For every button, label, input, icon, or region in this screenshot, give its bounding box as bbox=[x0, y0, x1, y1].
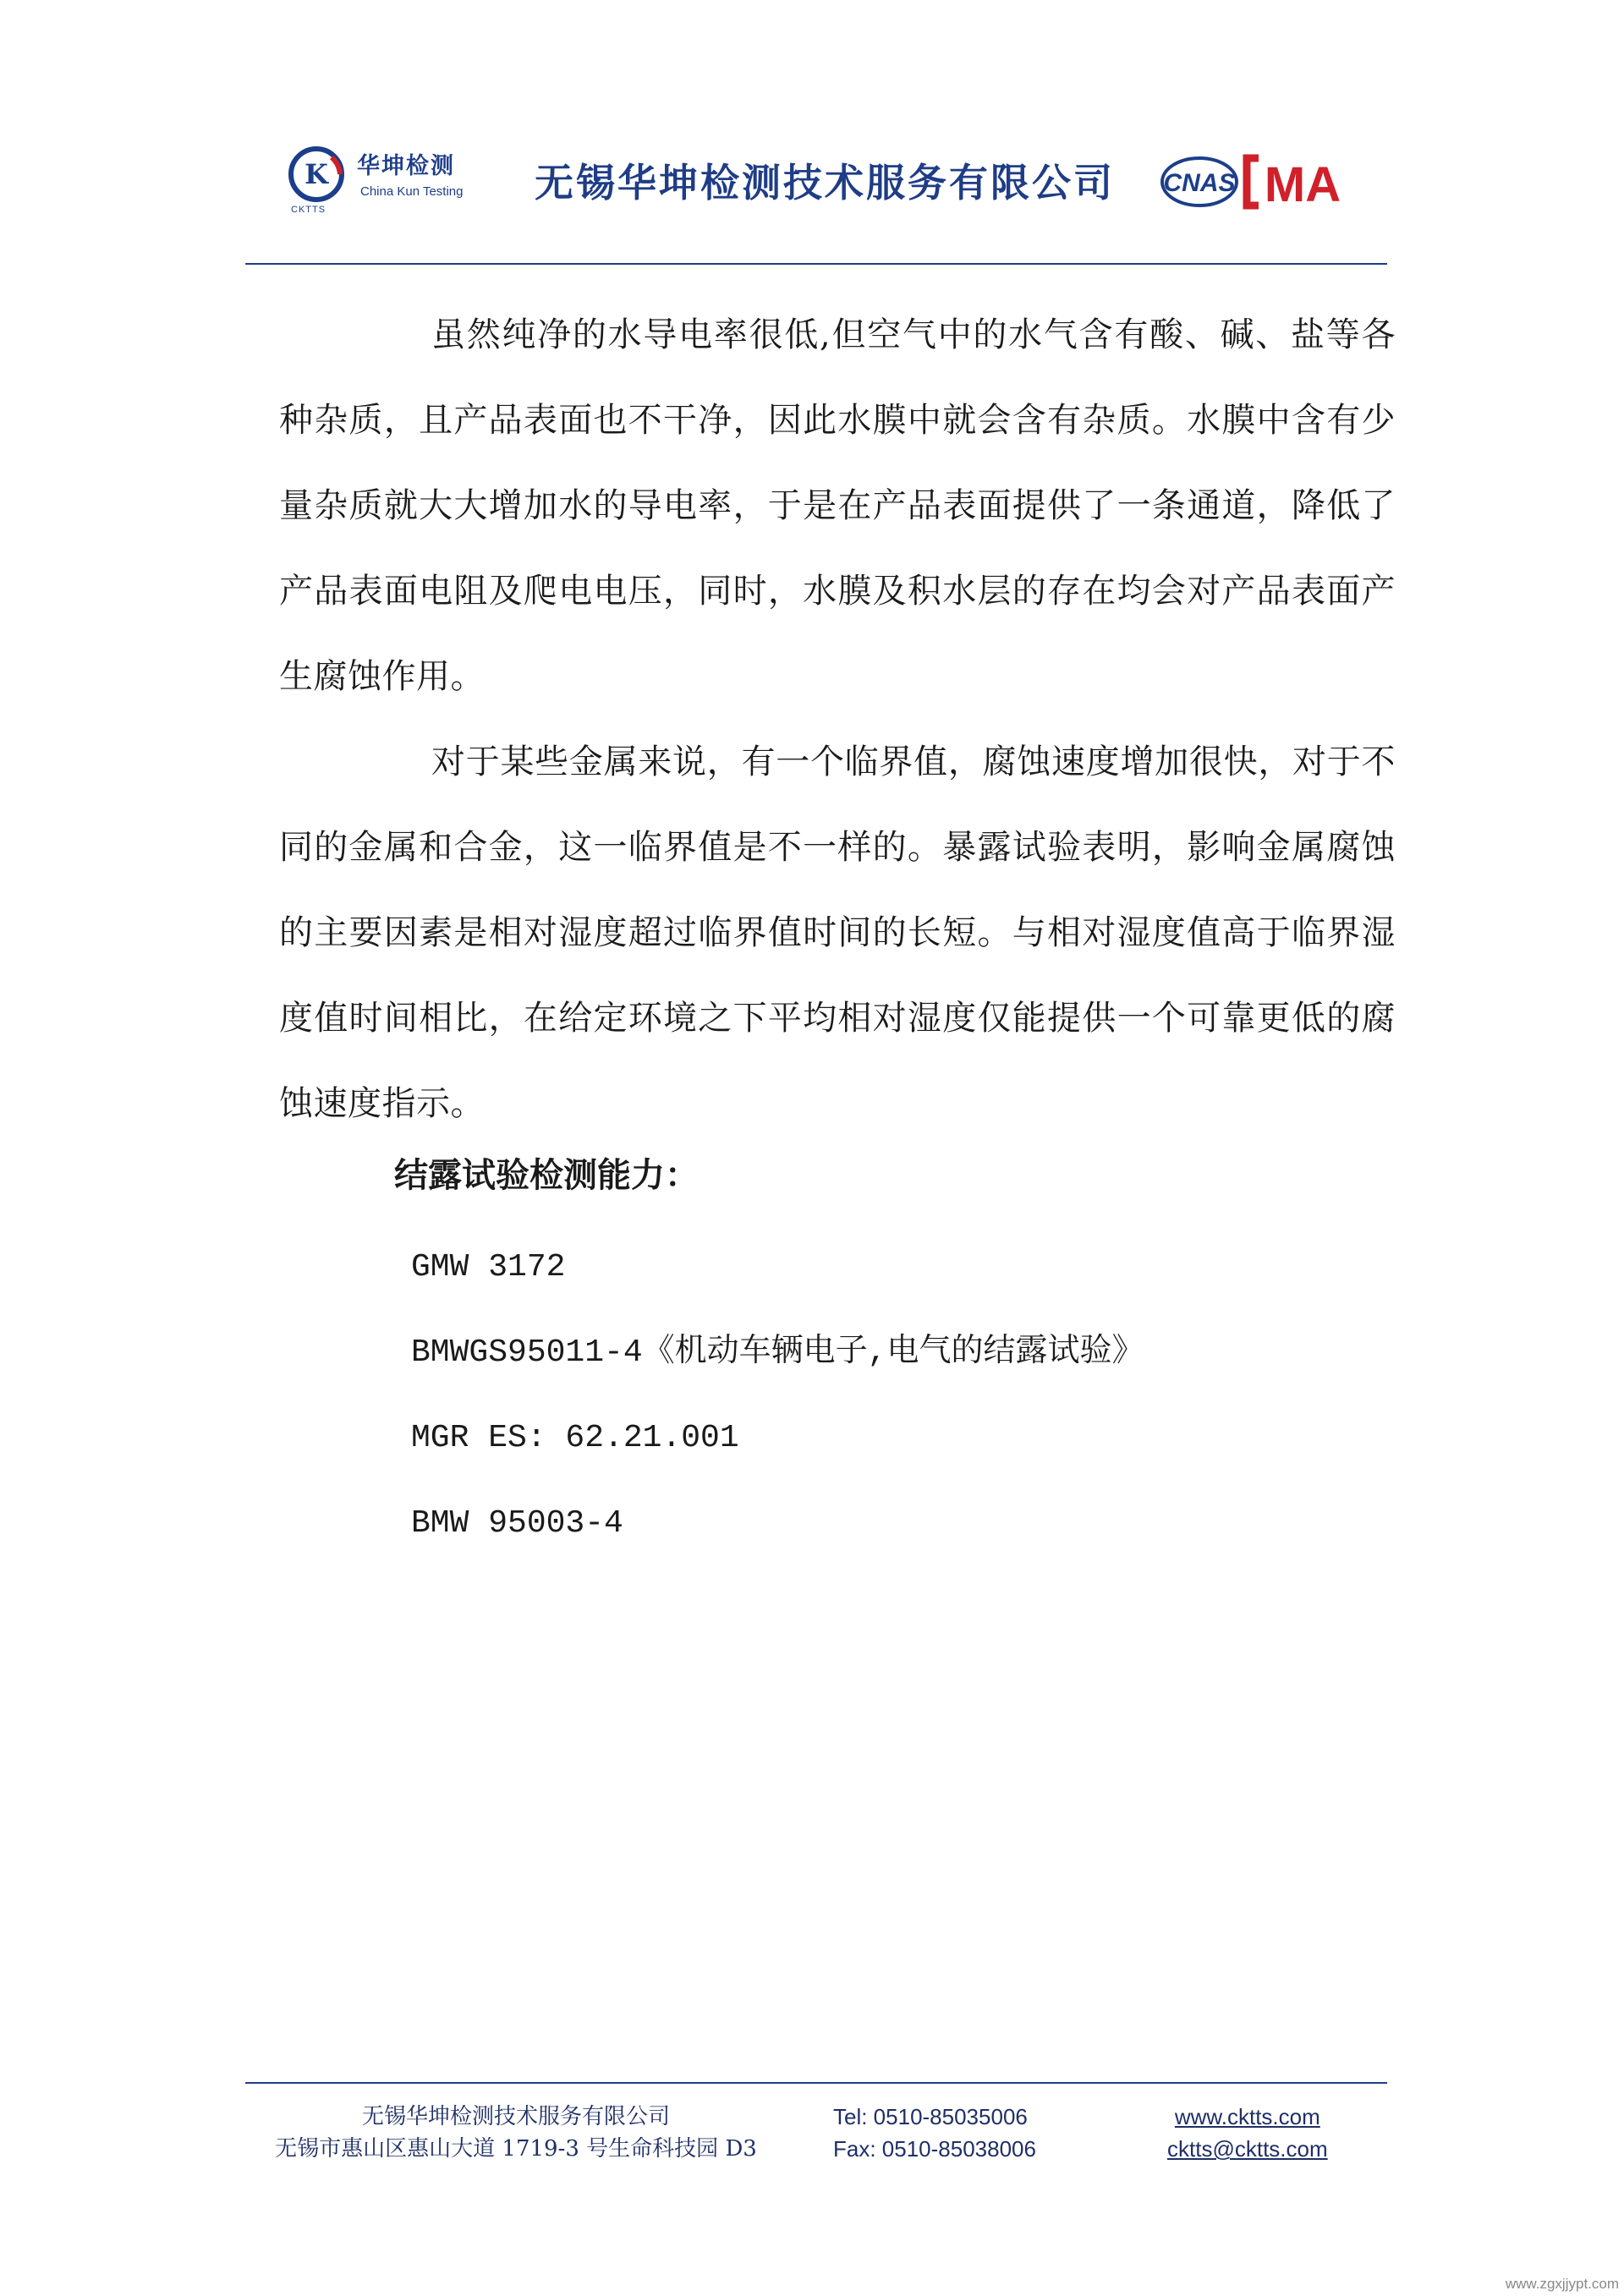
paragraph: 对于某些金属来说，有一个临界值，腐蚀速度增加很快，对于不同的金属和合金，这一临界值是不一样的。暴露试验表明，影响金属腐蚀的主要因素是相对湿度超过临界值时间的长短。与相对湿度值高于临界湿度值时间相比，在给定环境之下平均相对湿度仅能提供一个可靠更低的腐蚀速度指示。 bbox=[279, 743, 1396, 1123]
logo-chinese-name: 华坤检测 bbox=[357, 153, 455, 179]
logo-letter: K bbox=[304, 158, 328, 190]
standards-list bbox=[411, 1225, 1144, 1566]
paragraph: 虽然纯净的水导电率很低,但空气中的水气含有酸、碱、盐等各种杂质，且产品表面也不干净，因此水膜中就会含有杂质。水膜中含有少量杂质就大大增加水的导电率，于是在产品表面提供了一条通道，降低了产品表面电阻及爬电电压，同时，水膜及积水层的存在均会对产品表面产生腐蚀作用。 bbox=[279, 315, 1396, 696]
logo-abbreviation: CKTTS bbox=[291, 205, 326, 215]
footer-address: 无锡市惠山区惠山大道 1719-3 号生命科技园 D3 bbox=[275, 2136, 757, 2162]
footer-contact bbox=[833, 2101, 1036, 2165]
email-link[interactable]: cktts@cktts.com bbox=[1167, 2136, 1328, 2162]
cktts-logo-mark bbox=[288, 145, 345, 203]
certification-logos bbox=[1159, 148, 1353, 216]
footer-tel: Tel: 0510-85035006 bbox=[833, 2104, 1028, 2129]
company-title: 无锡华坤检测技术服务有限公司 bbox=[535, 160, 1115, 205]
page-header bbox=[0, 0, 1624, 271]
document-body bbox=[279, 293, 1396, 1147]
standard-item: GMW 3172 bbox=[411, 1249, 566, 1285]
section-heading: 结露试验检测能力： bbox=[394, 1156, 699, 1195]
footer-divider bbox=[245, 2082, 1387, 2084]
logo-english-name: China Kun Testing bbox=[360, 184, 464, 199]
cma-text: MA bbox=[1264, 157, 1341, 212]
website-link[interactable]: www.cktts.com bbox=[1174, 2104, 1320, 2129]
standard-item: BMWGS95011-4《机动车辆电子,电气的结露试验》 bbox=[411, 1334, 1144, 1371]
footer-links bbox=[1167, 2101, 1328, 2165]
company-logo bbox=[288, 145, 482, 213]
cma-logo bbox=[1247, 157, 1341, 212]
standard-item: BMW 95003-4 bbox=[411, 1505, 623, 1542]
standard-item: MGR ES: 62.21.001 bbox=[411, 1420, 739, 1456]
cnas-logo bbox=[1162, 158, 1237, 205]
footer-fax: Fax: 0510-85038006 bbox=[833, 2136, 1036, 2162]
cnas-text: CNAS bbox=[1163, 169, 1236, 197]
footer-company-name: 无锡华坤检测技术服务有限公司 bbox=[361, 2104, 670, 2129]
footer-company-info bbox=[245, 2101, 787, 2165]
watermark: www.zgxjjypt.com bbox=[1505, 2276, 1619, 2292]
header-divider bbox=[245, 263, 1387, 265]
